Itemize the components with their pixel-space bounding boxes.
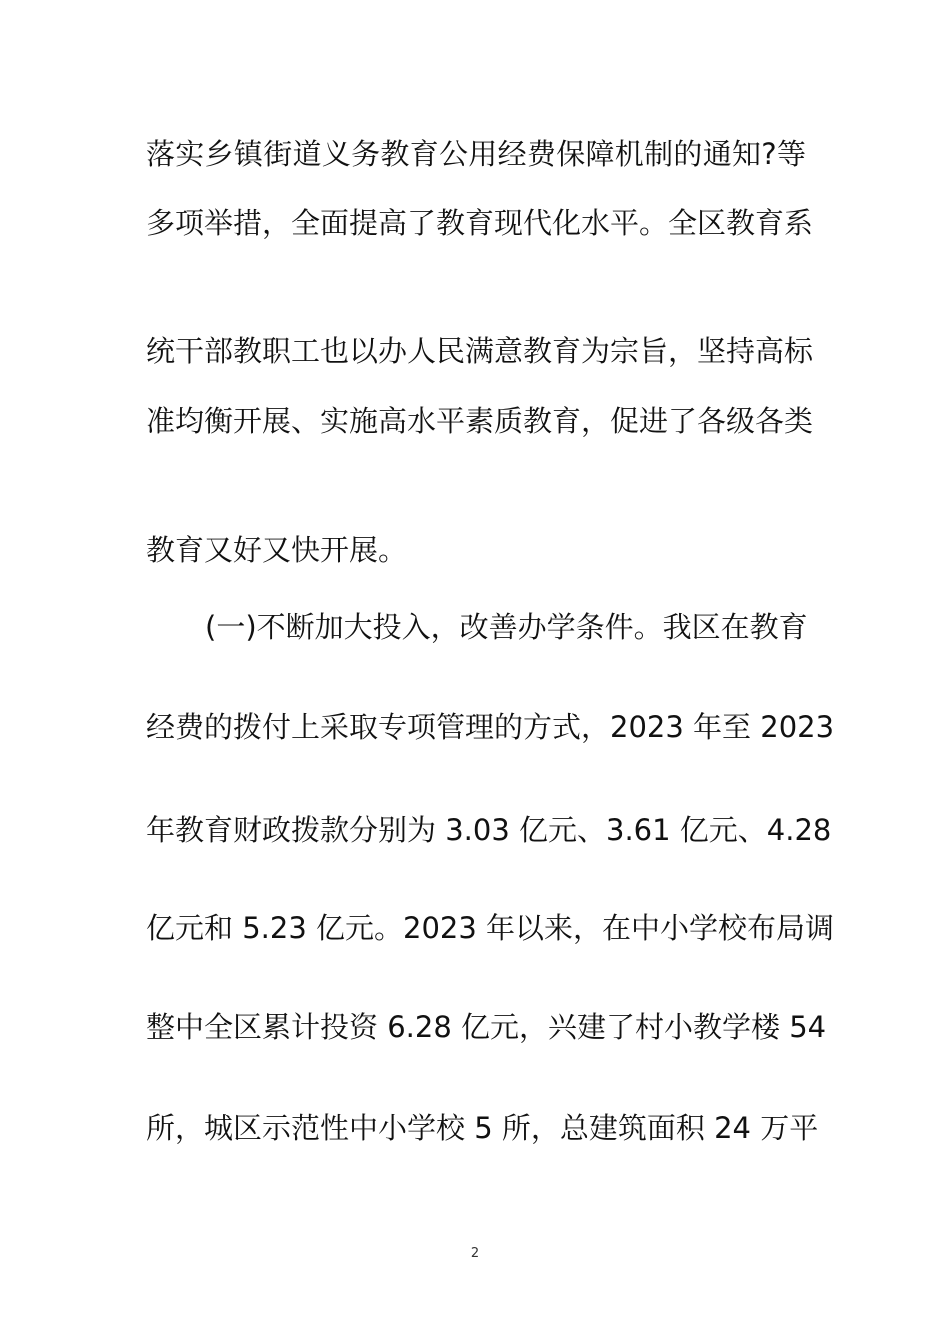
paragraph-line-3: 统干部教职工也以办人民满意教育为宗旨，坚持高标 bbox=[146, 334, 814, 368]
paragraph-line-6: (一)不断加大投入，改善办学条件。我区在教育 bbox=[205, 610, 808, 644]
paragraph-line-8: 年教育财政拨款分别为 3.03 亿元、3.61 亿元、4.28 bbox=[146, 813, 832, 847]
paragraph-line-1: 落实乡镇街道义务教育公用经费保障机制的通知?等 bbox=[146, 137, 806, 171]
paragraph-line-4: 准均衡开展、实施高水平素质教育，促进了各级各类 bbox=[146, 404, 814, 438]
paragraph-line-7: 经费的拨付上采取专项管理的方式，2023 年至 2023 bbox=[146, 710, 835, 744]
paragraph-line-10: 整中全区累计投资 6.28 亿元，兴建了村小教学楼 54 bbox=[146, 1010, 827, 1044]
paragraph-line-11: 所，城区示范性中小学校 5 所，总建筑面积 24 万平 bbox=[146, 1111, 819, 1145]
paragraph-line-9: 亿元和 5.23 亿元。2023 年以来，在中小学校布局调 bbox=[146, 911, 835, 945]
page-number: 2 bbox=[470, 1246, 480, 1261]
paragraph-line-5: 教育又好又快开展。 bbox=[146, 533, 408, 567]
paragraph-line-2: 多项举措，全面提高了教育现代化水平。全区教育系 bbox=[146, 206, 814, 240]
